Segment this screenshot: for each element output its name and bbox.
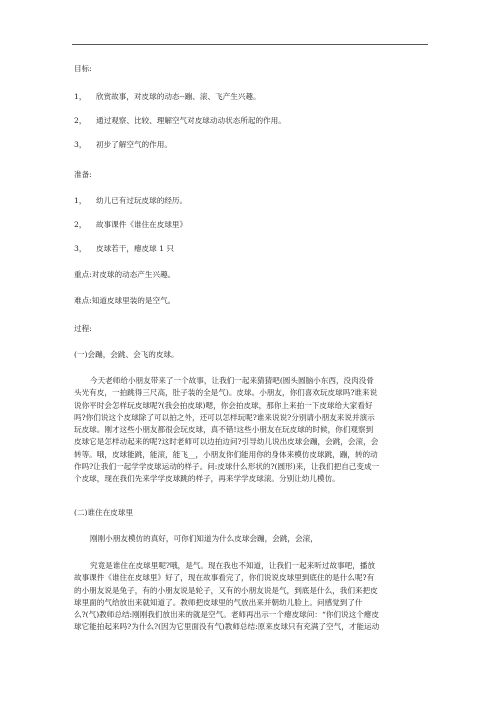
paragraph-line: 究竟是谁住在皮球里呢?哦，是气。现在我也不知道，让我们一起来听过故事吧，播放	[90, 561, 376, 570]
section-2-title: (二)谁住在皮球里	[74, 508, 134, 517]
section-1-paragraph	[74, 375, 428, 486]
paragraph-line: 今天老师给小朋友带来了一个故事，让我们一起来猜猜吧(圆头圆脑小东西，没肉没骨	[90, 376, 374, 385]
prep-item-3: 3， 皮球若干，瘪皮球 1 只	[74, 244, 175, 253]
paragraph-line: 玩皮球。刚才这些小朋友都很会玩皮球，真不错!这些小朋友在玩皮球的时候，你们观察到	[74, 425, 374, 435]
paragraph-line: 吗?你们说这个皮球除了可以拍之外，还可以怎样玩呢?谁来说说?分别请小朋友来说并演示	[74, 412, 375, 422]
goal-item-1: 1， 欣赏故事，对皮球的动态--蹦、滚、飞产生兴趣。	[74, 92, 261, 101]
paragraph-line: 说你平时会怎样玩皮球呢?(我会拍皮球)嗯，你会拍皮球，那你上来拍一下皮球给大家看好	[74, 400, 373, 410]
header-rule	[72, 44, 428, 45]
process-heading: 过程:	[74, 324, 92, 333]
difficulty: 难点:知道皮球里装的是空气。	[74, 296, 176, 305]
prep-item-1: 1， 幼儿已有过玩皮球的经历。	[74, 196, 188, 205]
paragraph-line: 球它能拍起来吗?为什么?(因为它里面没有气)教师总结:原来皮球只有充满了空气，才能运动	[74, 622, 380, 632]
goal-item-2: 2， 通过观察、比较、理解空气对皮球动动状态所起的作用。	[74, 116, 286, 125]
paragraph-line: 故事课件《谁住在皮球里》好了，现在故事看完了，你们说说皮球里到底住的是什么呢?有	[74, 573, 375, 583]
goals-heading: 目标:	[74, 64, 92, 73]
goal-item-3: 3， 初步了解空气的作用。	[74, 140, 172, 149]
paragraph-line: 个皮球，现在我们先来学学皮球跳的样子，再来学学皮球滚。分别让幼儿模仿。	[74, 474, 340, 484]
prep-item-2: 2， 故事课件《谁住在皮球里》	[74, 220, 188, 229]
paragraph-line: 作吗?让我们一起学学皮球运动的样子。问:皮球什么形状的?(圆形)来，让我们把自己变成一	[74, 462, 380, 472]
prep-heading: 准备:	[74, 170, 92, 179]
paragraph-line: 么?(气)教师总结:刚刚我们放出来的就是空气。老师再出示一个瘪皮球问：“你们说这个瘪皮	[74, 610, 379, 620]
section-2-paragraph	[74, 560, 428, 634]
paragraph-line: 球里面的气给放出来就知道了。教师把皮球里的气放出来并朝幼儿脸上。问感觉到了什	[74, 597, 363, 607]
paragraph-line: 转等。哦，皮球能跳，能滚，能飞__，小朋友你们能用你的身体来模仿皮球跳，蹦，转的动	[74, 449, 378, 459]
section-2-intro: 刚刚小朋友模仿的真好，可你们知道为什么皮球会蹦，会跳，会滚，	[90, 534, 318, 543]
key-point: 重点:对皮球的动态产生兴趣。	[74, 270, 176, 279]
paragraph-line: 头光有皮，一拍跳得三尺高，肚子装的全是气)。皮球。小朋友，你们喜欢玩皮球吗?谁来说	[74, 388, 378, 398]
section-1-title: (一)会蹦，会跳、会飞的皮球。	[74, 350, 179, 359]
paragraph-line: 皮球它是怎样动起来的呢?这时老师可以边拍边问?引导幼儿说出皮球会蹦，会跳，会滚，会	[74, 437, 379, 447]
paragraph-line: 的小朋友说是兔子，有的小朋友说是轮子，又有的小朋友说是气，到底是什么，我们来把皮	[74, 585, 378, 595]
